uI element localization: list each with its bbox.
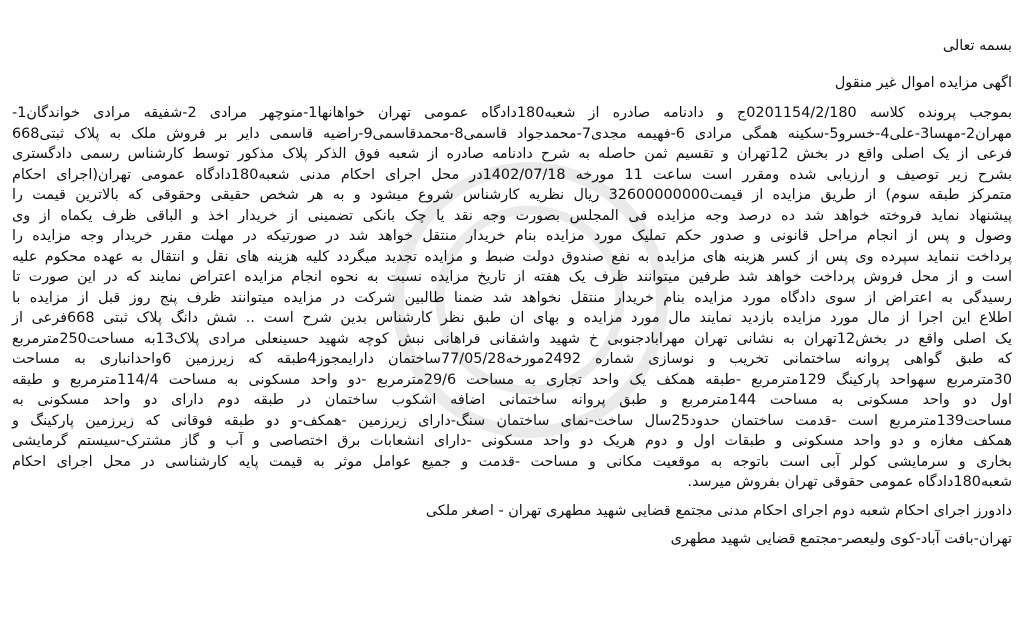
- body-line: رسیدگی به اعتراض از سوی دادگاه مورد مزایده بنام خریدار منتقل نخواهد شد ضمنا طالبین شرکت در مزایده میتوانند ظرف پنج روز قبل از مزایده با: [12, 289, 1012, 306]
- body-line: یک اصلی واقع در بخش12تهران به نشانی تهران مهرابادجنوبی خ شهید واشقانی فراهانی نبش کوچه شهید حسینعلی مرادی پلاک13به مساحت250مترمربع: [12, 330, 1012, 347]
- body-line: بخاری و سرمایشی کولر آبی است باتوجه به موقعیت مکانی و مساحت -قدمت و جمیع عوامل موثر به قیمت پایه کارشناسی در محل اجرای احکام: [12, 453, 1012, 470]
- notice-title: اگهی مزایده اموال غیر منقول: [834, 75, 1012, 91]
- body-line: همکف مغازه و دو واحد مسکونی و طبقات اول و دوم هریک دو واحد مسکونی -دارای انشعابات برق اختصاصی و آب و گاز مشترک-سیستم گرمایشی: [12, 433, 1012, 449]
- body-line: مساحت139مترمربع است -قدمت ساختمان حدود25سال ساخت-نمای ساختمان سنگ-دارای زیرزمین -همکف-و دو طبقه فوقانی که زیرزمین پارکینگ و: [12, 412, 1012, 429]
- body-line: 30مترمربع سهواحد پارکینگ 129مترمربع -طبقه همکف یک واحد تجاری به مساحت 29/6مترمربع -دو واحد مسکونی به مساحت 114/4مترمربع و طبقه: [12, 371, 1012, 388]
- body-line: پرداخت ننماید سپرده وی پس از کسر هزینه های مزایده به نفع صندوق دولت ضبط و مزایده تجدید میگردد کلیه هزینه های نقل و انتقال به عهده محکوم علیه: [12, 248, 1012, 265]
- notice-footer: [12, 497, 1012, 553]
- body-line: اطلاع این اجرا از مال مورد مزایده بازدید نمایند مال مورد مزایده و بهای ان طبق نظر کارشناس بدین شرح است .. شش دانگ پلاک ثبتی 668فرعی از: [12, 310, 1012, 326]
- body-line: فرعی از یک اصلی واقع در بخش 12تهران و تقسیم ثمن حاصله به شرح دادنامه صادره از شعبه فوق الذکر پلاک مذکور توسط کارشناس رسمی دادگستری: [12, 146, 1012, 162]
- body-line: است و از محل فروش پرداخت خواهد شد طرفین میتوانند ظرف یک هفته از تاریخ مزایده نسبت به نحوه انجام مزایده اعتراض نمایند که در این صورت تا: [12, 269, 1012, 285]
- body-line: مهران2-مهسا3-علی4-خسرو5-سکینه همگی مرادی 6-فهیمه مجدی7-محمدجواد قاسمی8-محمدقاسمی9-راضیه قاسمی دایر بر فروش ملک به پلاک ثبتی668: [12, 125, 1012, 142]
- address-line: تهران-بافت آباد-کوی ولیعصر-مجتمع قضایی شهید مطهری: [670, 530, 1012, 547]
- body-line: اول دو واحد مسکونی به مساحت 144مترمربع و طبق پروانه ساختمانی اضافه اشکوب ساختمان در طبقه دوم دارای دو واحد مسکونی به: [12, 392, 1012, 408]
- body-line: متمرکز طبقه سوم) از طریق مزایده از قیمت32600000000 ریال نظریه کارشناس شروع میشود و به هر شخص حقیقی وحقوقی که بالاترین قیمت را: [12, 187, 1012, 203]
- body-line-last: شعبه180دادگاه عمومی حقوقی تهران بفروش میرسد.: [687, 474, 1012, 490]
- body-line: که طبق گواهی پروانه ساختمانی تخریب و نوسازی شماره 2492مورخه77/05/28ساختمان دارایمجوز4طبقه که زیرزمین 6واحدانباری به مساحت: [12, 351, 1012, 367]
- body-line: وصول و پس از انجام مراحل قانونی و صدور حکم تملیک مورد مزایده بنام خریدار منتقل خواهد شد در صورتیکه در مهلت مقرر خریدار وجه مزایده را: [12, 228, 1012, 244]
- body-line: بشرح زیر توصیف و ارزیابی شده ومقرر است ساعت 11 مورخه 1402/07/18در محل اجرای احکام مدنی شعبه180دادگاه عمومی تهران(اجرای احکام: [12, 166, 1012, 183]
- basmala-heading: بسمه تعالی: [942, 38, 1012, 54]
- signature-line: دادورز اجرای احکام شعبه دوم اجرای احکام مدنی مجتمع قضایی شهید مطهری تهران - اصغر ملکی: [425, 502, 1012, 519]
- notice-body: [12, 103, 1012, 493]
- body-line: پیشنهاد نماید فروخته خواهد شد ده درصد وجه مزایده فی المجلس بصورت وجه نقد یا چک بانکی تضمینی از خریدار اخذ و الباقی ظرف یکماه از وی: [12, 207, 1012, 224]
- body-line: بموجب پرونده کلاسه 0201154/2/180ج و دادنامه صادره از شعبه180دادگاه عمومی تهران خواهانها1-منوچهر مرادی 2-شفیقه مرادی خواندگان1-: [12, 105, 1013, 121]
